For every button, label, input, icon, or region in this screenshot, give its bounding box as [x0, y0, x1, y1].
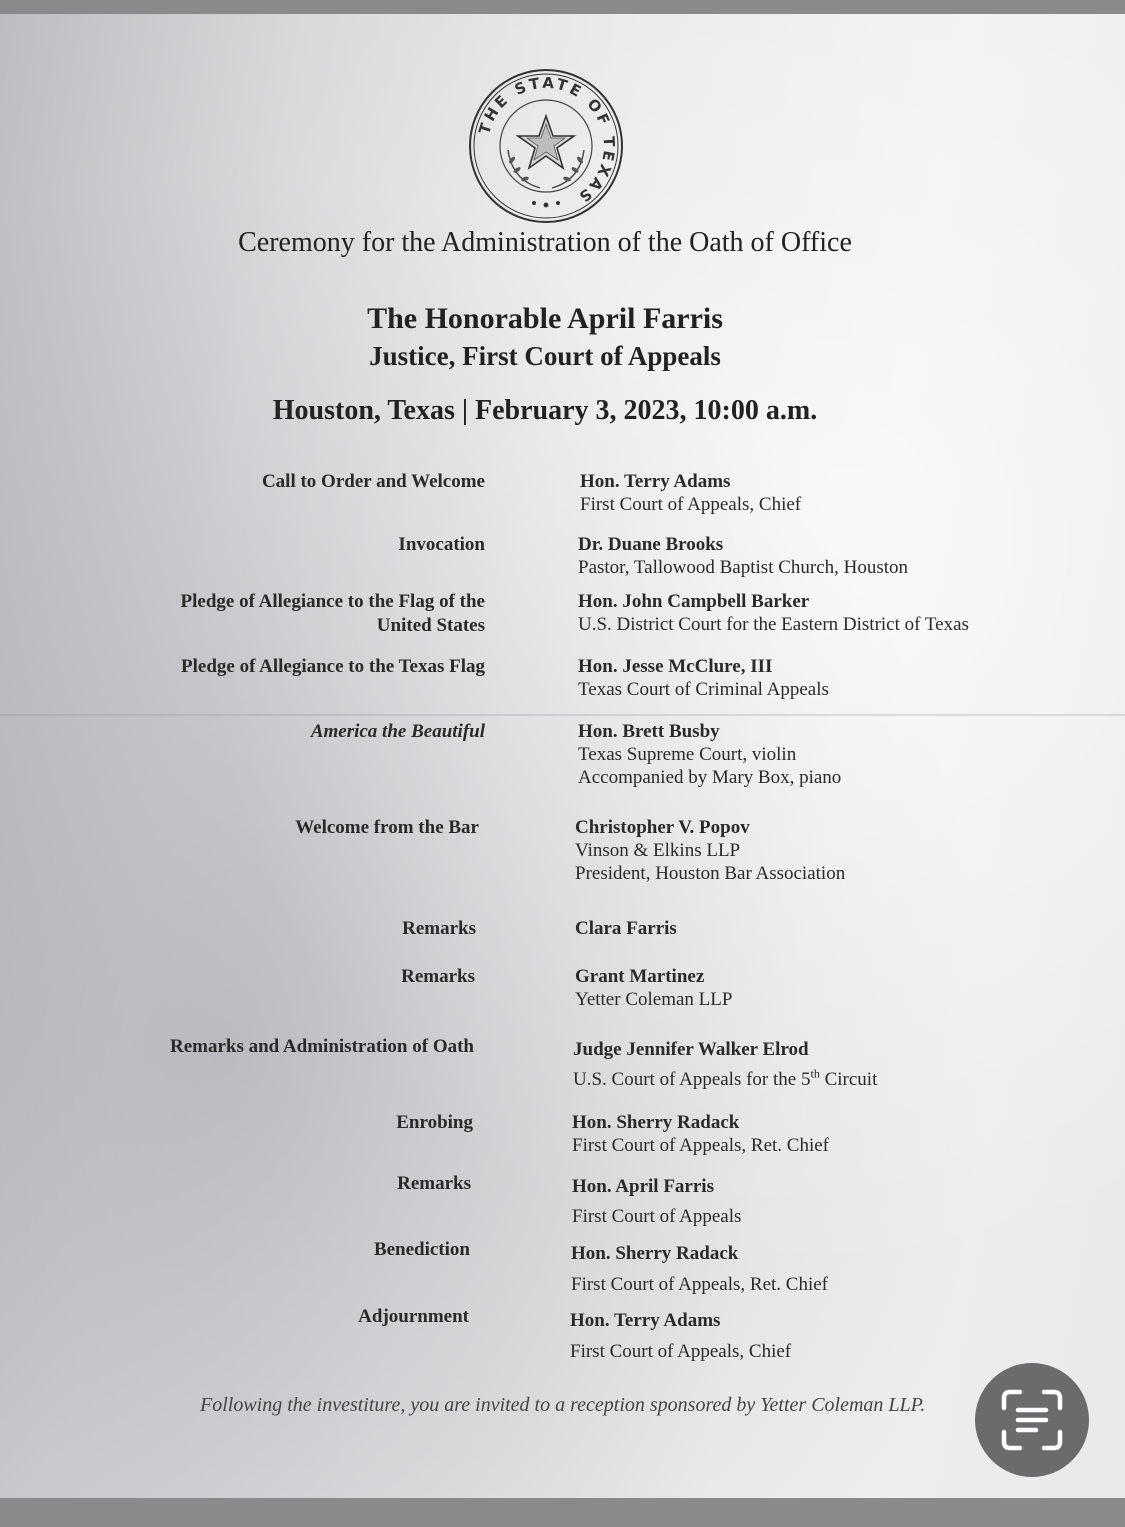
- text-scan-button[interactable]: [975, 1363, 1089, 1477]
- participant-name: Hon. Terry Adams: [570, 1310, 721, 1331]
- program-item-label: Remarks: [401, 966, 475, 987]
- program-item-label: Remarks: [402, 918, 476, 939]
- participant-title: Texas Court of Criminal Appeals: [578, 679, 829, 700]
- participant-title: First Court of Appeals, Chief: [570, 1341, 792, 1362]
- participant-title: Texas Supreme Court, violin: [578, 744, 797, 765]
- ordinal-suffix: th: [810, 1066, 820, 1081]
- program-item-label: Remarks: [397, 1173, 471, 1194]
- program-item-label: Pledge of Allegiance to the Flag of the United States: [180, 591, 485, 636]
- honoree-name: The Honorable April Farris: [367, 302, 723, 335]
- participant-title: First Court of Appeals, Ret. Chief: [571, 1274, 829, 1295]
- program-item-label: Benediction: [373, 1239, 470, 1260]
- program-participant: [578, 720, 1098, 789]
- program-item-label: Adjournment: [358, 1306, 469, 1327]
- ceremony-title: Ceremony for the Administration of the Oath of Office: [238, 227, 852, 258]
- participant-title: First Court of Appeals, Chief: [580, 494, 802, 515]
- participant-name: Judge Jennifer Walker Elrod: [573, 1039, 809, 1060]
- participant-name: Hon. Brett Busby: [578, 721, 720, 742]
- participant-name: Hon. Sherry Radack: [571, 1243, 739, 1264]
- program-participant: [572, 1111, 1092, 1157]
- program-participant: [578, 533, 1098, 579]
- program-participant: [570, 1305, 1090, 1367]
- text-scan-icon: [1000, 1388, 1064, 1452]
- program-participant: [571, 1238, 1091, 1300]
- program-item-label: Invocation: [398, 534, 485, 555]
- program-participant: [575, 816, 1095, 885]
- court-name-end: Circuit: [819, 1069, 878, 1090]
- participant-title: Pastor, Tallowood Baptist Church, Houston: [578, 557, 909, 578]
- participant-name: Hon. Sherry Radack: [572, 1112, 740, 1133]
- participant-name: Grant Martinez: [575, 966, 705, 987]
- participant-note: President, Houston Bar Association: [575, 863, 846, 884]
- participant-title: Yetter Coleman LLP: [575, 989, 733, 1010]
- court-name: U.S. Court of Appeals for the 5: [573, 1069, 811, 1090]
- program-participant: [575, 965, 1095, 1011]
- reception-note: Following the investiture, you are invited to a reception sponsored by Yetter Coleman LLP.: [200, 1394, 926, 1416]
- participant-name: Hon. Jesse McClure, III: [578, 656, 773, 677]
- program-participant: [572, 1172, 1092, 1232]
- participant-name: Hon. April Farris: [572, 1176, 714, 1197]
- honoree-position: Justice, First Court of Appeals: [369, 341, 721, 371]
- program-item-label: Enrobing: [396, 1112, 473, 1133]
- participant-name: Hon. Terry Adams: [580, 471, 731, 492]
- program-item-label: Call to Order and Welcome: [261, 471, 485, 492]
- program-participant: [578, 655, 1098, 701]
- location-date: Houston, Texas | February 3, 2023, 10:00 a.m.: [272, 395, 818, 426]
- program-item-label: Remarks and Administration of Oath: [169, 1036, 474, 1057]
- paper-fold-line: [0, 714, 1125, 716]
- program-participant: [575, 917, 1095, 940]
- program-sheet: [0, 14, 1125, 1498]
- participant-title: First Court of Appeals, Ret. Chief: [572, 1135, 830, 1156]
- participant-title: U.S. District Court for the Eastern District of Texas: [578, 614, 969, 635]
- participant-name: Clara Farris: [575, 918, 677, 939]
- participant-title: Vinson & Elkins LLP: [575, 840, 741, 861]
- participant-note: Accompanied by Mary Box, piano: [578, 767, 842, 788]
- participant-title: First Court of Appeals: [572, 1206, 742, 1227]
- program-participant: [580, 470, 1100, 516]
- participant-name: Hon. John Campbell Barker: [578, 591, 810, 612]
- program-item-label: Welcome from the Bar: [295, 817, 479, 838]
- participant-title: [573, 1065, 1093, 1095]
- program-participant: [578, 590, 1098, 636]
- program-item-label: America the Beautiful: [310, 721, 485, 742]
- program-participant: [573, 1035, 1093, 1095]
- participant-name: Christopher V. Popov: [575, 817, 750, 838]
- participant-name: Dr. Duane Brooks: [578, 534, 724, 555]
- texas-state-seal-icon: [468, 68, 624, 224]
- svg-text:THE STATE OF TEXAS: THE STATE OF TEXAS: [475, 73, 619, 208]
- program-item-label: Pledge of Allegiance to the Texas Flag: [181, 656, 485, 677]
